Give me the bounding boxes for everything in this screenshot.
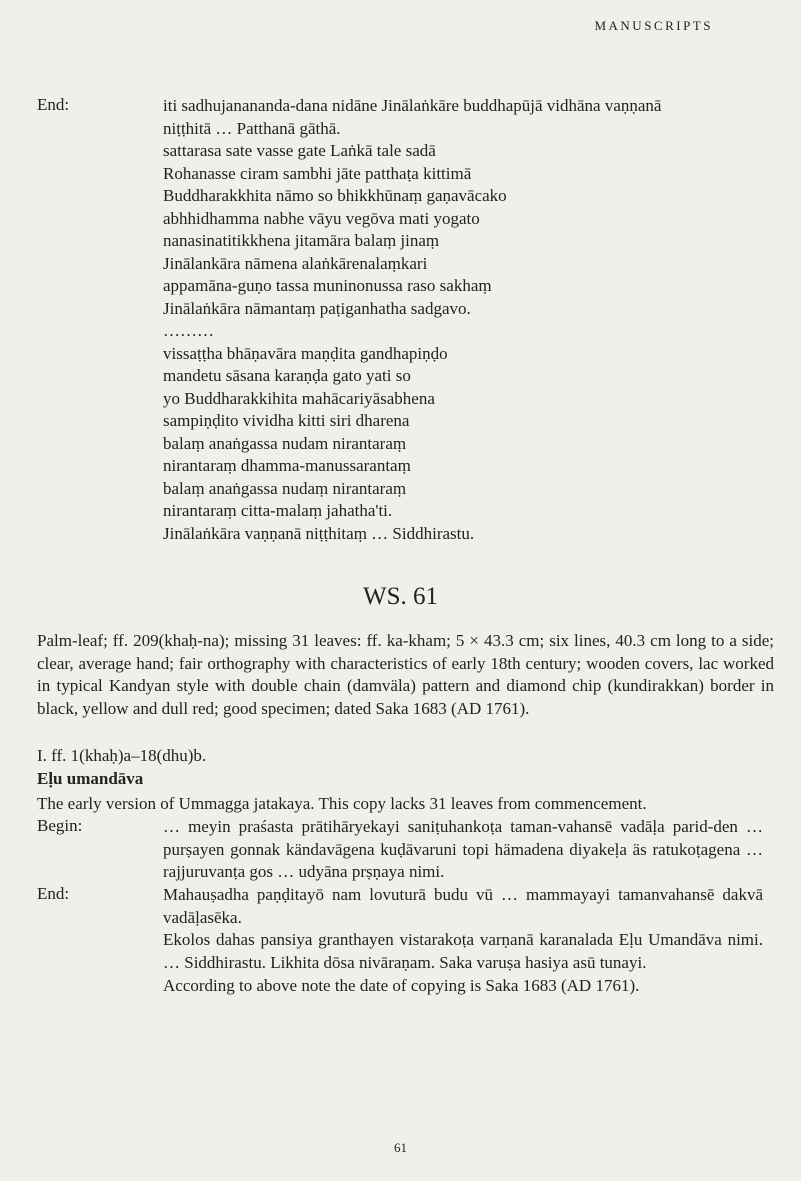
verse-line: balaṃ anaṅgassa nudaṃ nirantaraṃ xyxy=(163,478,407,498)
end-text: Mahauṣadha paṇḍitayō nam lovuturā budu vū … mammayayi tamanvahansē dakvā vadāḷasēka. xyxy=(163,885,763,927)
end-label-2: End: xyxy=(37,884,70,903)
verse-line: Buddharakkhita nāmo so bhikkhūnaṃ gaṇavācako xyxy=(163,186,507,205)
end-text-colophon: Ekolos dahas pansiya granthayen vistarakoṭa varṇanā karanalada Eḷu Umandāva nimi. … Siddhirastu. Likhita dōsa nivāraṇam. Saka varuṣa hasiya asū tunayi. xyxy=(163,930,763,972)
verse-line: Jinālaṅkāra nāmantaṃ paṭiganhatha sadgavo. xyxy=(163,298,471,318)
verse-line: yo Buddharakkihita mahācariyāsabhena xyxy=(163,388,435,408)
verse-line: niṭṭhitā … Patthanā gāthā. xyxy=(163,118,341,138)
section-title: Eḷu umandāva xyxy=(37,769,144,788)
verse-line: abhhidhamma nabhe vāyu vegōva mati yogato xyxy=(163,208,480,228)
verse-line: sampiṇḍito vividha kitti siri dharena xyxy=(163,411,410,430)
section-heading: I. ff. 1(khaḥ)a–18(dhu)b. xyxy=(37,746,207,765)
verse-line: Rohanasse ciram sambhi jāte patthaṭa kittimā xyxy=(163,163,472,183)
verse-line: sattarasa sate vasse gate Laṅkā tale sadā xyxy=(163,141,436,160)
verse-line: balaṃ anaṅgassa nudam nirantaraṃ xyxy=(163,433,407,453)
verse-line: mandetu sāsana karaṇḍa gato yati so xyxy=(163,366,411,385)
verse-line: vissaṭṭha bhāṇavāra maṇḍita gandhapiṇḍo xyxy=(163,343,448,363)
manuscript-number: WS. 61 xyxy=(363,583,438,610)
verse-ellipsis: ……… xyxy=(163,321,214,340)
end-verse-block xyxy=(163,95,763,545)
verse-line: iti sadhujanananda-dana nidāne Jinālaṅkāre buddhapūjā vidhāna vaṇṇanā xyxy=(163,96,662,115)
running-head: MANUSCRIPTS xyxy=(594,18,713,33)
verse-line: Jinālaṅkāra vaṇṇanā niṭṭhitaṃ … Siddhirastu. xyxy=(163,523,475,543)
section-intro: The early version of Ummagga jatakaya. This copy lacks 31 leaves from commencement. xyxy=(37,794,647,813)
verse-line: appamāna-guṇo tassa muninonussa raso sakhaṃ xyxy=(163,276,492,295)
begin-label: Begin: xyxy=(37,816,83,835)
dating-note: According to above note the date of copying is Saka 1683 (AD 1761). xyxy=(163,976,640,995)
begin-text: … meyin praśasta prātihāryekayi saniṭuhankoṭa taman-vahansē vadāḷa parid-den … purṣayen gonnak kändavāgena kuḍāvaruni topi hämadena diyakeḷa äs ratukoṭagena … rajjuruvanṭa gos … udyāna prṣṇaya nimi. xyxy=(163,817,763,881)
manuscript-description: Palm-leaf; ff. 209(khaḥ-na); missing 31 leaves: ff. ka-kham; 5 × 43.3 cm; six lines, 40.3 cm long to a side; clear, average hand; fair orthography with characteristics of early 18th century; wooden covers, lac worked in typical Kandyan style with double chain (damväla) pattern and diamond chip (kundirakkan) border in black, yellow and dull red; good specimen; dated Saka 1683 (AD 1761). xyxy=(37,631,774,718)
verse-line: nirantaraṃ dhamma-manussarantaṃ xyxy=(163,456,411,475)
verse-line: nirantaraṃ citta-malaṃ jahatha'ti. xyxy=(163,501,393,520)
verse-line: nanasinatitikkhena jitamāra balaṃ jinaṃ xyxy=(163,231,440,250)
page-number: 61 xyxy=(394,1140,407,1155)
end-label: End: xyxy=(37,95,70,114)
verse-line: Jinālankāra nāmena alaṅkārenalaṃkari xyxy=(163,253,428,273)
